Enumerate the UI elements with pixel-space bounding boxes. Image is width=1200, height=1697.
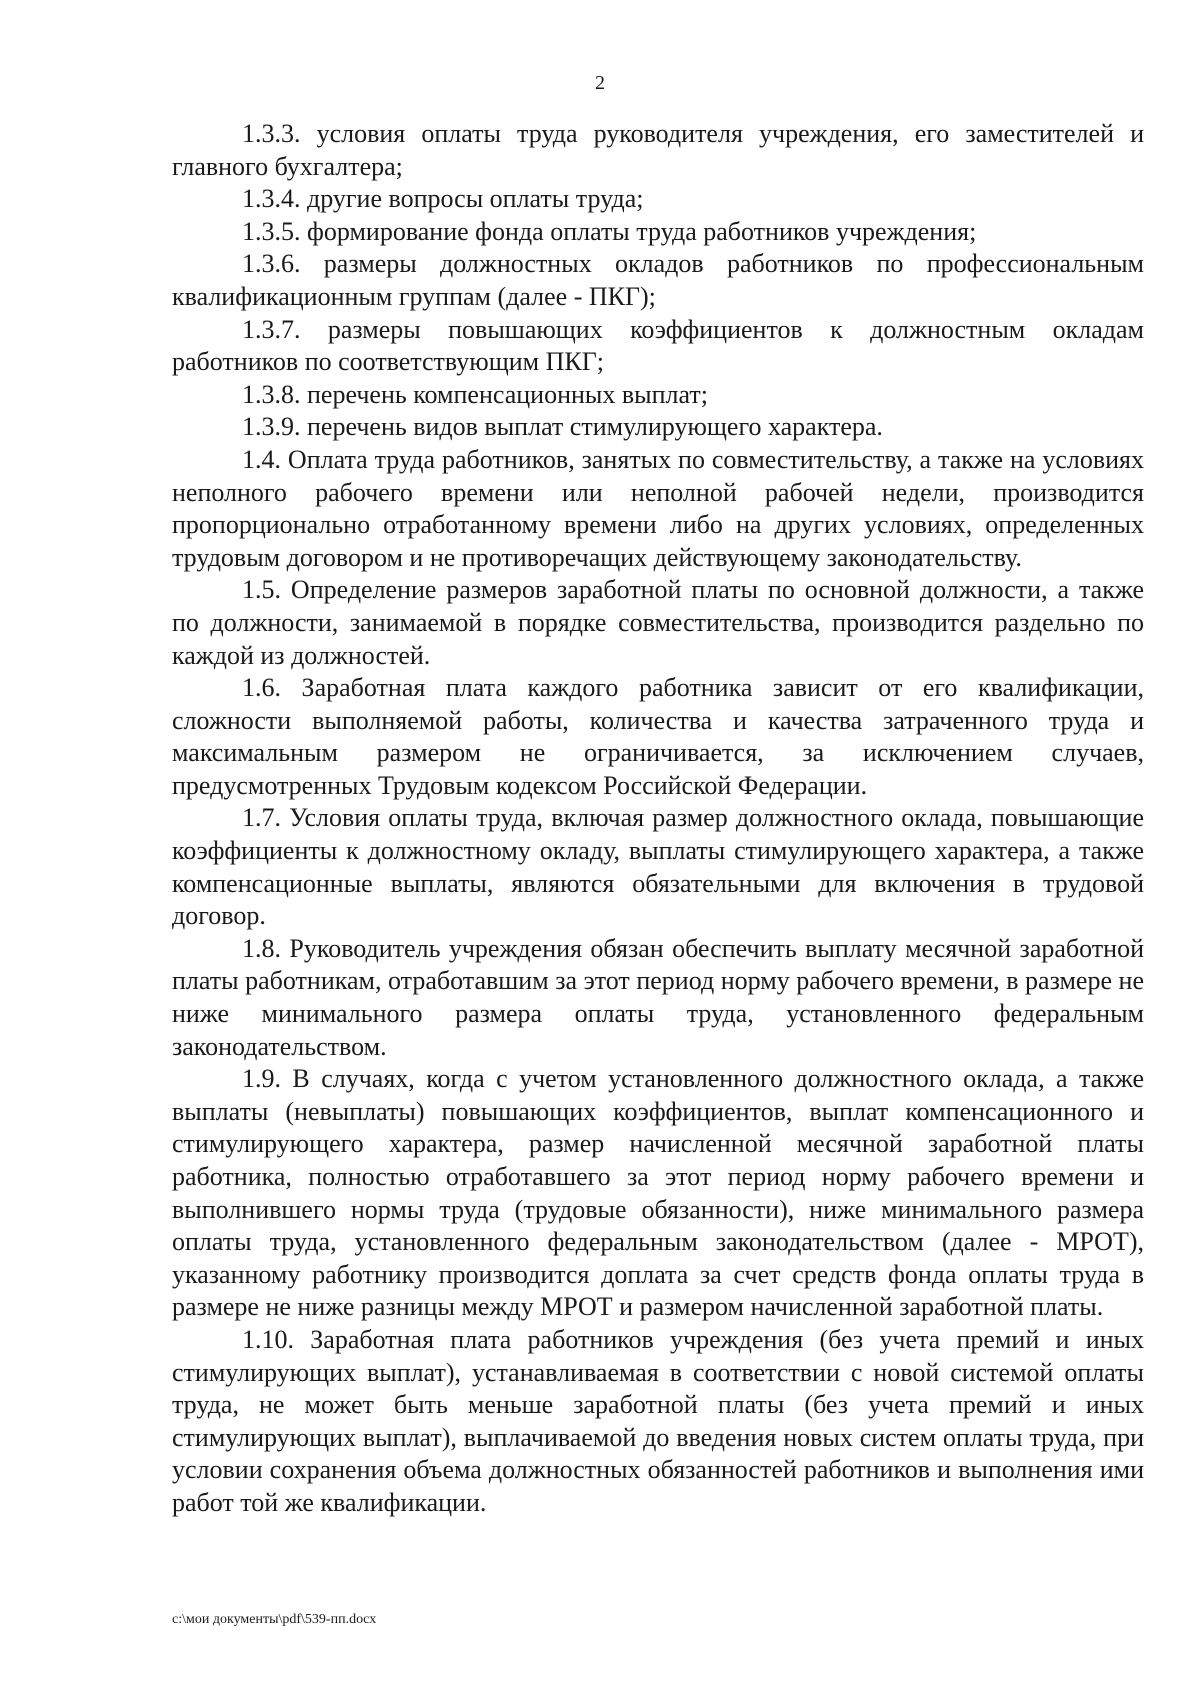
page-number: 2 xyxy=(595,72,605,94)
paragraph-1-8: 1.8. Руководитель учреждения обязан обеспечить выплату месячной заработной платы работникам, отработавшим за этот период норму рабочего времени, в размере не ниже минимального размера оплаты труда, установленного федеральным законодательством. xyxy=(172,933,1144,1061)
paragraph-1-3-7: 1.3.7. размеры повышающих коэффициентов к должностным окладам работников по соответствующим ПКГ; xyxy=(172,314,1144,377)
paragraph-1-3-5: 1.3.5. формирование фонда оплаты труда работников учреждения; xyxy=(242,216,977,246)
paragraph-1-3-9: 1.3.9. перечень видов выплат стимулирующего характера. xyxy=(242,412,883,442)
paragraph-1-4: 1.4. Оплата труда работников, занятых по совместительству, а также на условиях неполного рабочего времени или неполной рабочей недели, производится пропорционально отработанному времени либо на других условиях, определенных трудовым договором и не противоречащих действующему законодательству. xyxy=(172,444,1144,572)
paragraph-1-6: 1.6. Заработная плата каждого работника зависит от его квалификации, сложности выполняемой работы, количества и качества затраченного труда и максимальным размером не ограничивается, за исключением случаев, предусмотренных Трудовым кодексом Российской Федерации. xyxy=(172,673,1144,800)
paragraph-1-10: 1.10. Заработная плата работников учреждения (без учета премий и иных стимулирующих выплат), устанавливаемая в соответствии с новой системой оплаты труда, не может быть меньше заработной платы (без учета премий и иных стимулирующих выплат), выплачиваемой до введения новых систем оплаты труда, при условии сохранения объема должностных обязанностей работников и выполнения ими работ той же квалификации. xyxy=(172,1324,1144,1517)
paragraph-1-3-3: 1.3.3. условия оплаты труда руководителя учреждения, его заместителей и главного бухгалтера; xyxy=(172,119,1144,181)
footer-file-path: c:\мои документы\pdf\539-пп.docx xyxy=(172,1612,377,1627)
paragraph-1-3-8: 1.3.8. перечень компенсационных выплат; xyxy=(242,379,708,409)
paragraph-1-3-6: 1.3.6. размеры должностных окладов работников по профессиональным квалификационным группам (далее - ПКГ); xyxy=(172,249,1144,311)
document-body xyxy=(172,118,1144,1520)
paragraph-1-5: 1.5. Определение размеров заработной платы по основной должности, а также по должности, занимаемой в порядке совместительства, производится раздельно по каждой из должностей. xyxy=(172,575,1144,670)
paragraph-1-3-4: 1.3.4. другие вопросы оплаты труда; xyxy=(242,184,644,214)
paragraph-1-9: 1.9. В случаях, когда с учетом установленного должностного оклада, а также выплаты (невыплаты) повышающих коэффициентов, выплат компенсационного и стимулирующего характера, размер начисленной месячной заработной платы работника, полностью отработавшего за этот период норму рабочего времени и выполнившего нормы труда (трудовые обязанности), ниже минимального размера оплаты труда, установленного федеральным законодательством (далее - МРОТ), указанному работнику производится доплата за счет средств фонда оплаты труда в размере не ниже разницы между МРОТ и размером начисленной заработной платы. xyxy=(172,1064,1144,1322)
paragraph-1-7: 1.7. Условия оплаты труда, включая размер должностного оклада, повышающие коэффициенты к должностному окладу, выплаты стимулирующего характера, а также компенсационные выплаты, являются обязательными для включения в трудовой договор. xyxy=(172,803,1144,931)
